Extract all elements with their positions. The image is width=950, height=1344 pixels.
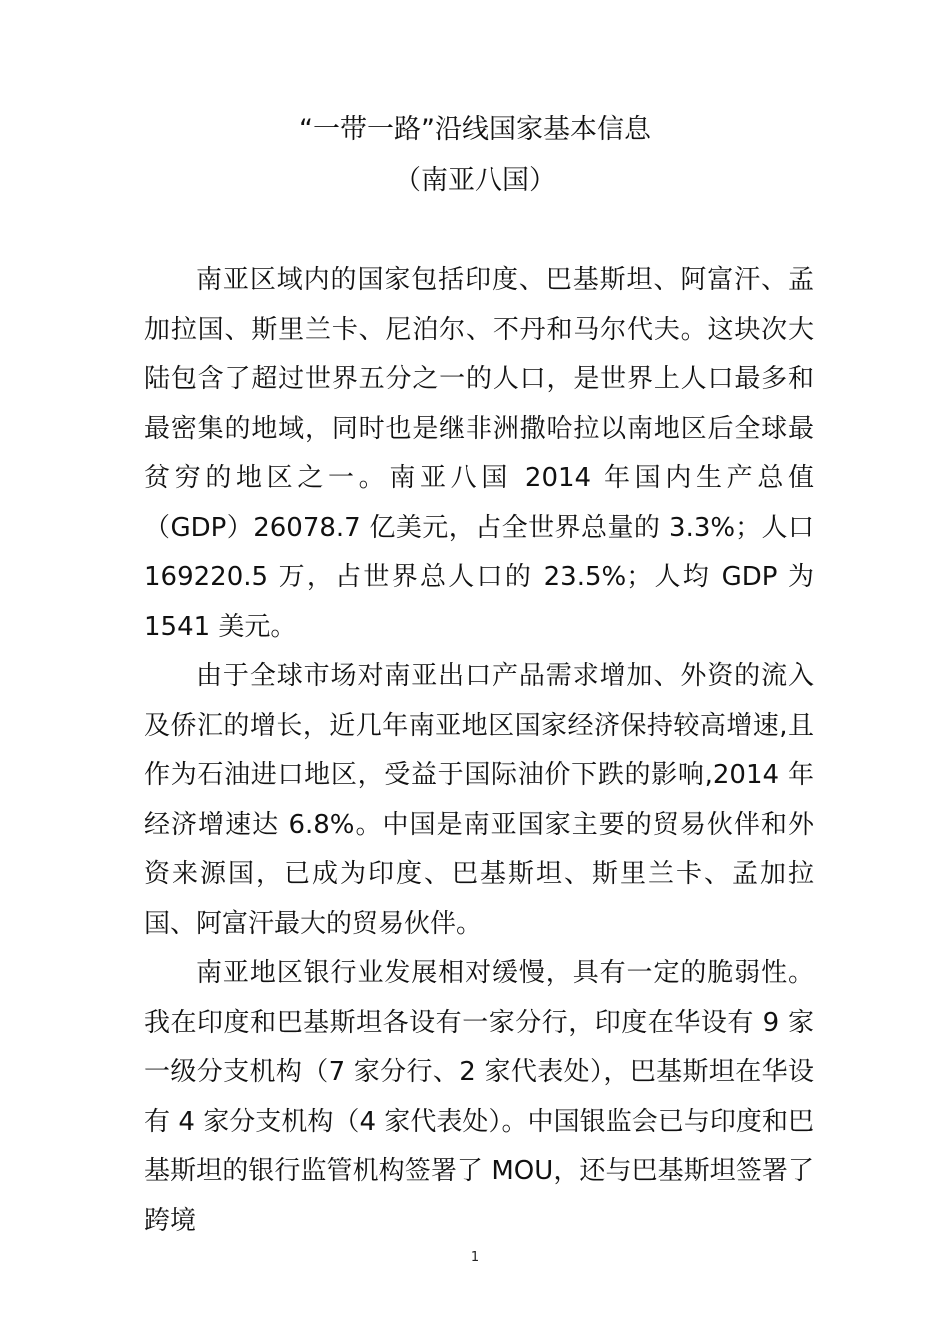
document-title: “一带一路”沿线国家基本信息 xyxy=(299,114,651,145)
document-subtitle: （南亚八国） xyxy=(394,165,556,196)
paragraph-banking: 南亚地区银行业发展相对缓慢，具有一定的脆弱性。我在印度和巴基斯坦各设有一家分行，印度在华设有 9 家一级分支机构（7 家分行、2 家代表处），巴基斯坦在华设有 4 家分支机构（4 家代表处）。中国银监会已与印度和巴基斯坦的银行监管机构签署了 MOU，还与巴基斯坦签署了跨境 xyxy=(144,958,814,1236)
document-body xyxy=(144,256,814,1246)
page-number: 1 xyxy=(470,1250,480,1265)
paragraph-economy: 由于全球市场对南亚出口产品需求增加、外资的流入及侨汇的增长，近几年南亚地区国家经济保持较高增速,且作为石油进口地区，受益于国际油价下跌的影响,2014 年经济增速达 6.8%。中国是南亚国家主要的贸易伙伴和外资来源国，已成为印度、巴基斯坦、斯里兰卡、孟加拉国、阿富汗最大的贸易伙伴。 xyxy=(144,661,814,939)
paragraph-overview: 南亚区域内的国家包括印度、巴基斯坦、阿富汗、孟加拉国、斯里兰卡、尼泊尔、不丹和马尔代夫。这块次大陆包含了超过世界五分之一的人口，是世界上人口最多和最密集的地域，同时也是继非洲撒哈拉以南地区后全球最贫穷的地区之一。南亚八国 2014 年国内生产总值（GDP）26078.7 亿美元，占全世界总量的 3.3%；人口 169220.5 万，占世界总人口的 23.5%；人均 GDP 为 1541 美元。 xyxy=(144,265,814,642)
